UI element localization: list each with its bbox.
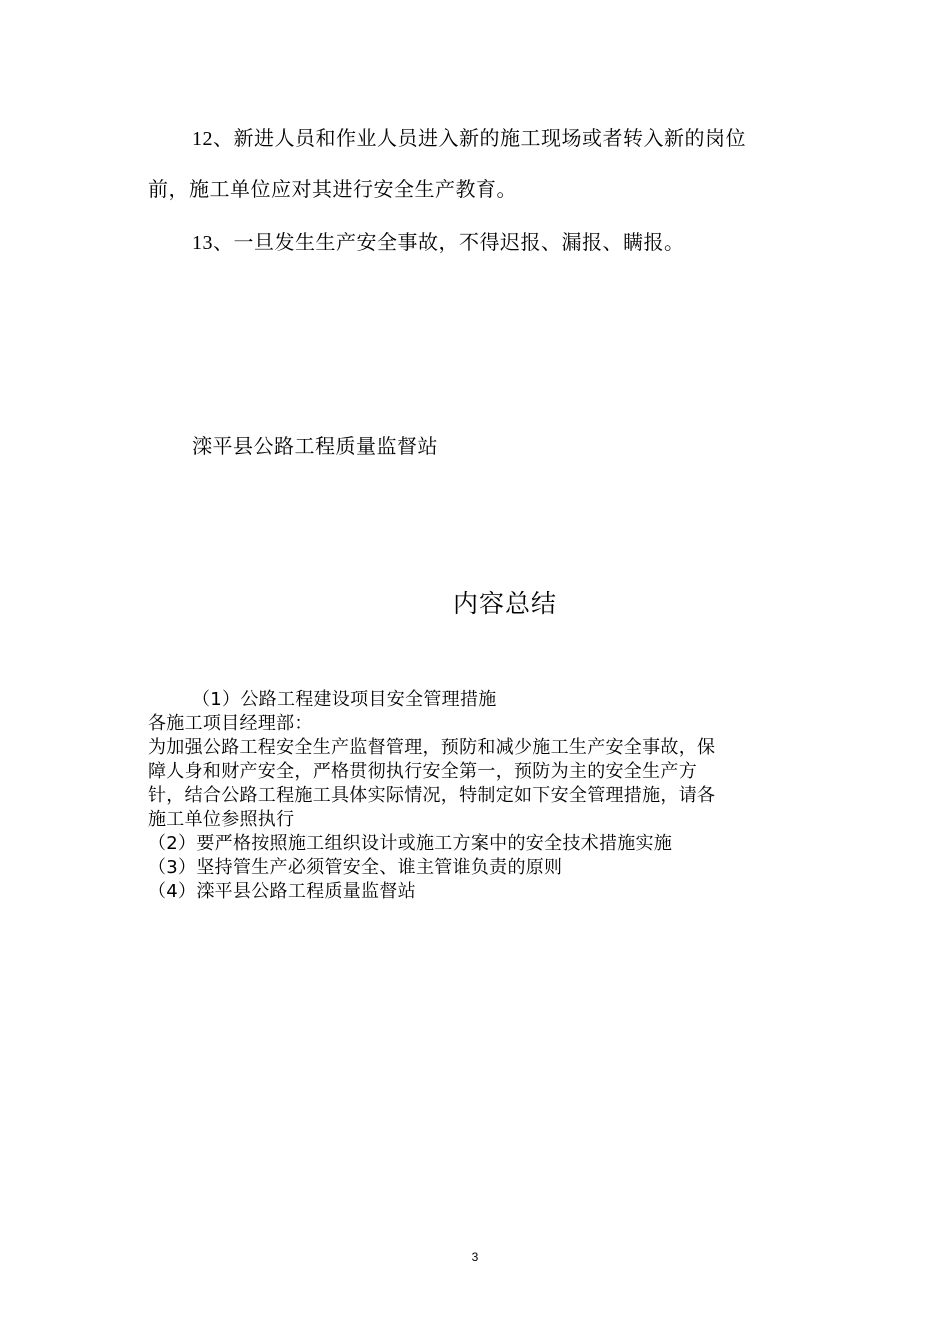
item-13-text: 、一旦发生生产安全事故，不得迟报、漏报、瞒报。 [213,230,685,254]
item-12-line-2: 前，施工单位应对其进行安全生产教育。 [148,177,517,201]
item-12-text-line-1: 、新进人员和作业人员进入新的施工现场或者转入新的岗位 [213,126,746,150]
summary-line: 施工单位参照执行 [148,809,295,830]
summary-heading: 内容总结 [452,589,557,618]
item-13 [192,232,685,253]
summary-line: （4）滦平县公路工程质量监督站 [148,881,416,902]
signature-organization: 滦平县公路工程质量监督站 [192,434,438,458]
summary-line: 各施工项目经理部： [148,713,313,734]
page-number: 3 [471,1250,479,1264]
summary-line: （1）公路工程建设项目安全管理措施 [192,689,497,710]
summary-line: 针，结合公路工程施工具体实际情况，特制定如下安全管理措施，请各 [148,785,716,806]
summary-line: （2）要严格按照施工组织设计或施工方案中的安全技术措施实施 [148,833,673,854]
summary-line: 障人身和财产安全，严格贯彻执行安全第一，预防为主的安全生产方 [148,761,697,782]
item-12-number: 12 [192,128,213,150]
item-12-line-1 [192,128,746,149]
summary-body [148,688,808,904]
summary-line: 为加强公路工程安全生产监督管理，预防和减少施工生产安全事故，保 [148,737,716,758]
summary-line: （3）坚持管生产必须管安全、谁主管谁负责的原则 [148,857,563,878]
item-13-number: 13 [192,232,213,254]
